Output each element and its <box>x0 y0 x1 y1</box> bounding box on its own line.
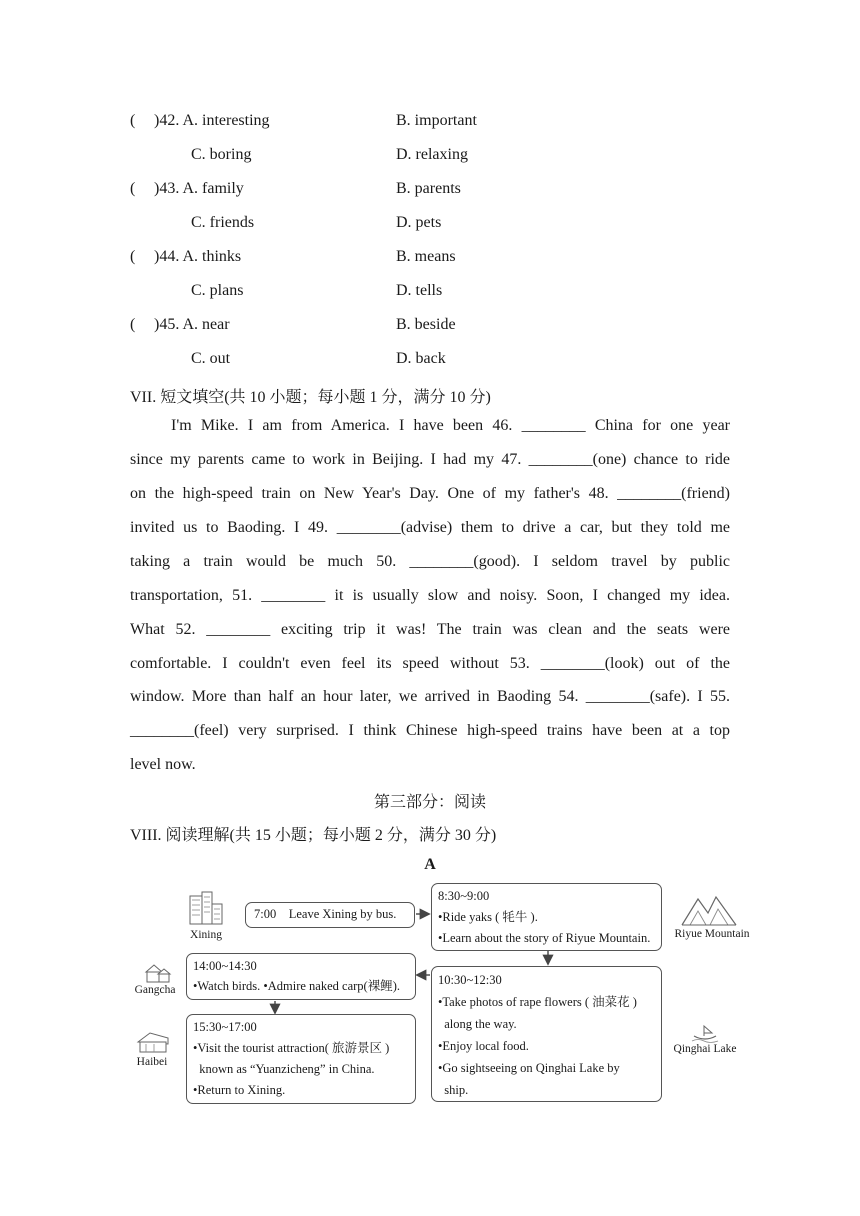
itinerary-text: 7:00 Leave Xining by bus. <box>254 907 397 921</box>
itinerary-text: ship. <box>438 1083 469 1097</box>
building-icon <box>188 890 224 926</box>
passage-line: taking a train would be much 50. ________(good). I seldom travel by public <box>130 553 730 570</box>
passage-line: I'm Mike. I am from America. I have been 46. ________ China for one year <box>171 417 730 434</box>
itinerary-text: •Return to Xining. <box>193 1083 286 1097</box>
itinerary-box-1 <box>245 902 415 928</box>
itinerary-box-5 <box>186 1014 416 1104</box>
itinerary-time: 14:00~14:30 <box>193 959 257 973</box>
place-label-riyue: Riyue Mountain <box>674 928 750 940</box>
itinerary-text: •Go sightseeing on Qinghai Lake by <box>438 1061 620 1075</box>
itinerary-box-3 <box>431 966 662 1102</box>
itinerary-text: •Visit the tourist attraction( 旅游景区 ) <box>193 1041 390 1055</box>
passage-line: ________(feel) very surprised. I think Chinese high-speed trains have been at a top <box>130 722 730 739</box>
option-b: B. important <box>396 112 477 129</box>
itinerary-time: 8:30~9:00 <box>438 889 490 903</box>
question-42-stem: )42. A. interesting <box>154 112 270 129</box>
option-d: D. tells <box>396 282 443 299</box>
house-icon <box>136 1030 170 1054</box>
section-8-heading: VIII. 阅读理解(共 15 小题；每小题 2 分，满分 30 分) <box>130 827 497 844</box>
itinerary-time: 15:30~17:00 <box>193 1020 257 1034</box>
place-label-gangcha: Gangcha <box>134 984 176 996</box>
option-c: C. friends <box>191 214 255 231</box>
option-b: B. means <box>396 248 456 265</box>
place-label-haibei: Haibei <box>136 1056 168 1068</box>
itinerary-text: along the way. <box>438 1017 517 1031</box>
answer-blank[interactable]: ( <box>130 180 136 197</box>
itinerary-text: •Ride yaks ( 牦牛 ). <box>438 910 538 924</box>
place-label-xining: Xining <box>190 929 222 941</box>
option-c: C. out <box>191 350 231 367</box>
itinerary-box-4 <box>186 953 416 1000</box>
place-label-qinghai: Qinghai Lake <box>673 1043 737 1055</box>
passage-line: on the high-speed train on New Year's Day. One of my father's 48. ________(friend) <box>130 485 730 502</box>
itinerary-text: •Enjoy local food. <box>438 1039 529 1053</box>
option-b: B. beside <box>396 316 456 333</box>
passage-line: invited us to Baoding. I 49. ________(advise) them to drive a car, but they told me <box>130 519 730 536</box>
question-44-stem: )44. A. thinks <box>154 248 242 265</box>
town-icon <box>142 962 172 984</box>
itinerary-text: •Take photos of rape flowers ( 油菜花 ) <box>438 995 637 1009</box>
itinerary-text: known as “Yuanzicheng” in China. <box>193 1062 375 1076</box>
itinerary-box-2 <box>431 883 662 951</box>
question-45-stem: )45. A. near <box>154 316 230 333</box>
passage-label: A <box>424 856 436 873</box>
section-7-heading: VII. 短文填空(共 10 小题；每小题 1 分，满分 10 分) <box>130 389 491 406</box>
option-c: C. plans <box>191 282 244 299</box>
boat-icon <box>690 1022 720 1044</box>
part-3-heading: 第三部分：阅读 <box>373 794 486 811</box>
answer-blank[interactable]: ( <box>130 112 136 129</box>
passage-line: What 52. ________ exciting trip it was! The train was clean and the seats were <box>130 621 730 638</box>
answer-blank[interactable]: ( <box>130 248 136 265</box>
question-43-stem: )43. A. family <box>154 180 244 197</box>
itinerary-time: 10:30~12:30 <box>438 973 502 987</box>
passage-line: window. More than half an hour later, we arrived in Baoding 54. ________(safe). I 55. <box>130 688 730 705</box>
passage-line: comfortable. I couldn't even feel its speed without 53. ________(look) out of the <box>130 655 730 672</box>
passage-line: since my parents came to work in Beijing. I had my 47. ________(one) chance to ride <box>130 451 730 468</box>
answer-blank[interactable]: ( <box>130 316 136 333</box>
option-c: C. boring <box>191 146 252 163</box>
option-d: D. back <box>396 350 446 367</box>
option-d: D. pets <box>396 214 442 231</box>
itinerary-text: •Learn about the story of Riyue Mountain. <box>438 931 651 945</box>
passage-line: transportation, 51. ________ it is usually slow and noisy. Soon, I changed my idea. <box>130 587 730 604</box>
passage-line: level now. <box>130 756 196 773</box>
itinerary-text: •Watch birds. •Admire naked carp(裸鲤). <box>193 979 400 993</box>
option-d: D. relaxing <box>396 146 468 163</box>
mountain-icon <box>680 893 738 927</box>
option-b: B. parents <box>396 180 461 197</box>
